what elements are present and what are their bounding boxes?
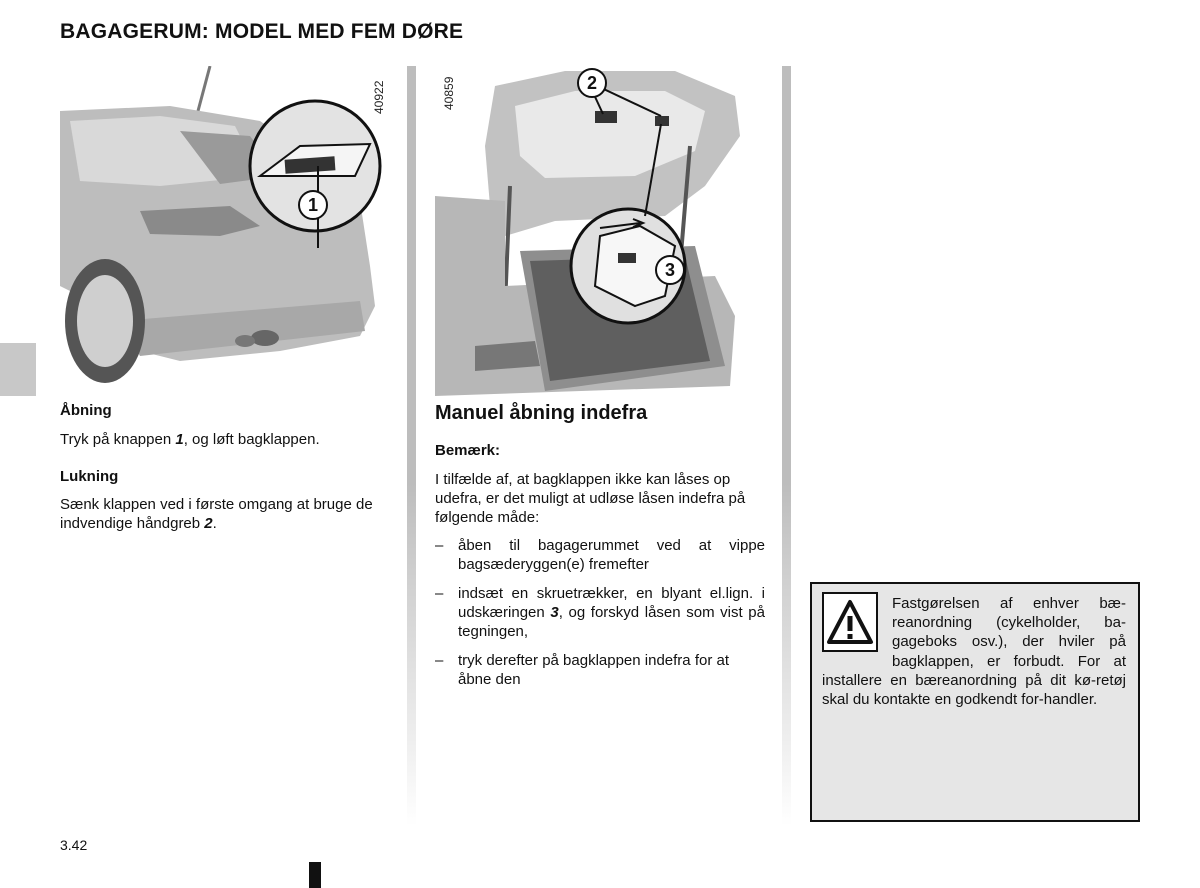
- opening-heading: Åbning: [60, 402, 112, 419]
- callout-1: [296, 188, 330, 222]
- figure-right-number: 40859: [442, 76, 456, 110]
- page-number: 3.42: [60, 837, 88, 853]
- figure-tailgate-open: [435, 66, 765, 396]
- open-tailgate-illustration: [435, 66, 765, 396]
- closing-heading: Lukning: [60, 468, 119, 485]
- car-rear-illustration: [60, 66, 390, 396]
- column-divider-left: [407, 66, 416, 826]
- callout-3-label: 3: [664, 260, 676, 280]
- page-title: BAGAGERUM: MODEL MED FEM DØRE: [60, 20, 464, 43]
- column-divider-right: [782, 66, 791, 826]
- callout-2-label: 2: [586, 73, 598, 93]
- list-item: – indsæt en skruetrækker, en blyant el.lign. i udskæringen 3, og forskyd låsen som vist på tegningen,: [435, 585, 765, 640]
- chapter-tab: [0, 343, 36, 396]
- list-item: – tryk derefter på bagklappen indefra for at åbne den: [435, 652, 729, 688]
- steps-list: [435, 536, 765, 689]
- figure-trunk-button: [60, 66, 390, 396]
- closing-text: Sænk klappen ved i første omgang at bruge de indvendige håndgreb 2.: [60, 496, 373, 532]
- callout-3: [653, 253, 687, 287]
- figure-left-number: 40922: [372, 80, 386, 114]
- list-item: – åben til bagagerummet ved at vippe bagsæderyggen(e) fremefter: [435, 537, 765, 573]
- note-heading: Bemærk:: [435, 442, 501, 459]
- opening-text: Tryk på knappen 1, og løft bagklappen.: [60, 431, 320, 448]
- note-text: I tilfælde af, at bagklappen ikke kan låses op udefra, er det muligt at udløse låsen indefra på følgende måde:: [435, 471, 746, 526]
- manual-opening-heading: Manuel åbning indefra: [435, 402, 648, 424]
- warning-text: Fastgørelsen af enhver bæ-reanordning (cykelholder, ba-gageboks osv.), der hviler på bagklappen, er forbudt. For at installere en bæreanordning på dit kø-retøj skal du kontakte en godkendt for-handler.: [822, 595, 1126, 709]
- callout-1-label: 1: [307, 195, 319, 215]
- callout-2: [575, 66, 609, 100]
- footer-mark: [309, 862, 321, 888]
